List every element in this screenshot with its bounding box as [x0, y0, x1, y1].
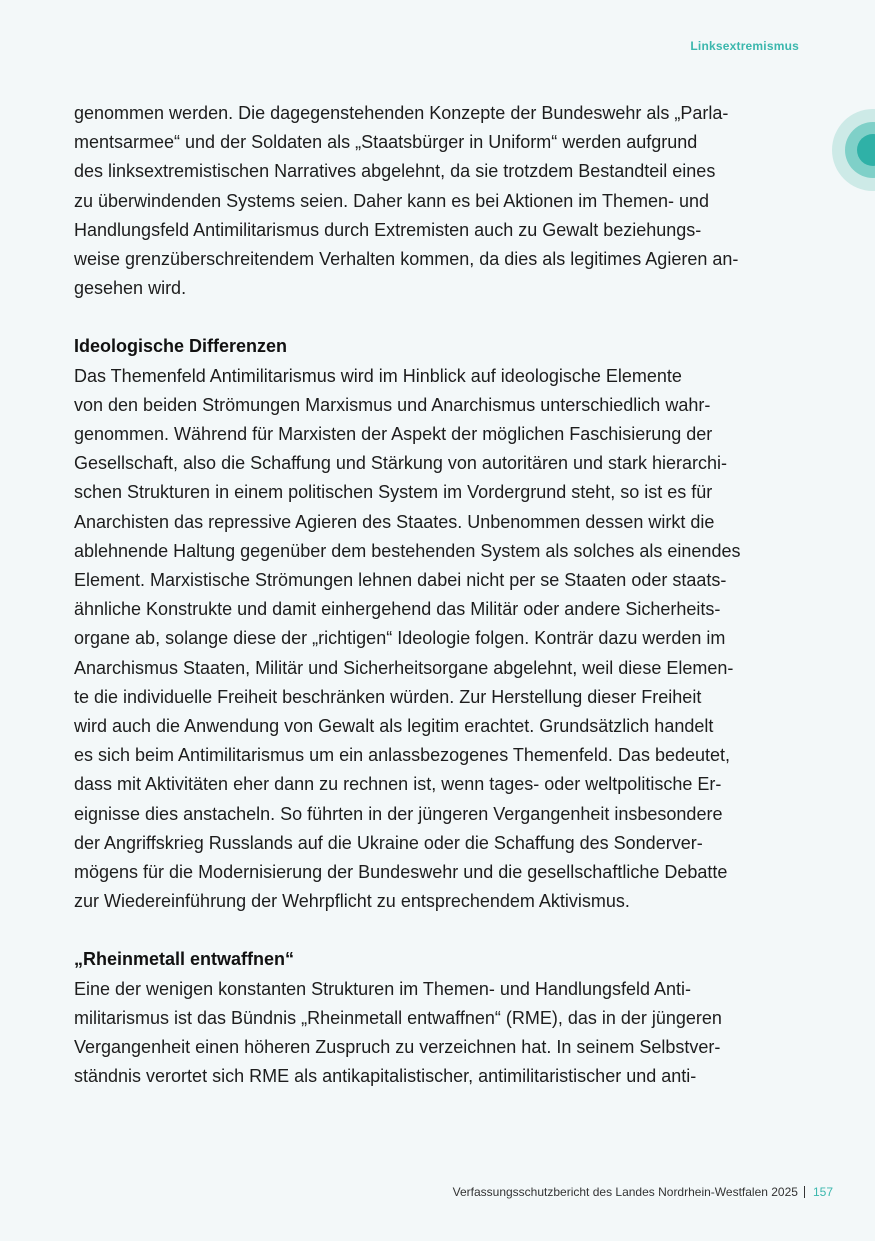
paragraph-rheinmetall-entwaffnen: Eine der wenigen konstanten Strukturen im Themen- und Handlungsfeld Anti- militarismus ist das Bündnis „Rheinmetall entwaffnen“ (RME), das in der jüngeren Vergangenheit einen höheren Zuspruch zu verzeichnen hat. In seinem Selbstver- ständnis verortet sich RME als antikapitalistischer, antimilitaristischer und anti- [74, 978, 722, 1087]
section-header: Linksextremismus [690, 39, 799, 53]
paragraph-intro: genommen werden. Die dagegenstehenden Konzepte der Bundeswehr als „Parla- mentsarmee“ und der Soldaten als „Staatsbürger in Uniform“ werden aufgrund des linksextremistischen Narratives abgelehnt, da sie trotzdem Bestandteil eines zu überwindenden Systems seien. Daher kann es bei Aktionen im Themen- und Handlungsfeld Antimilitarismus durch Extremisten auch zu Gewalt beziehungs- weise grenzüberschreitendem Verhalten kommen, da dies als legitimes Agieren an- gesehen wird. [74, 103, 739, 299]
section-tab-marker [831, 108, 875, 192]
page-footer [453, 1185, 833, 1199]
footer-divider [804, 1186, 805, 1198]
heading-ideologische-differenzen: Ideologische Differenzen [74, 336, 288, 357]
body-content [74, 99, 802, 1092]
page-number: 157 [812, 1185, 833, 1199]
heading-rheinmetall-entwaffnen: „Rheinmetall entwaffnen“ [74, 949, 295, 970]
paragraph-ideologische-differenzen: Das Themenfeld Antimilitarismus wird im Hinblick auf ideologische Elemente von den beiden Strömungen Marxismus und Anarchismus unterschiedlich wahr- genommen. Während für Marxisten der Aspekt der möglichen Faschisierung der Gesellschaft, also die Schaffung und Stärkung von autoritären und stark hierarchi- schen Strukturen in einem politischen System im Vordergrund steht, so ist es für Anarchisten das repressive Agieren des Staates. Unbenommen dessen wirkt die ablehnende Haltung gegenüber dem bestehenden System als solches als einendes Element. Marxistische Strömungen lehnen dabei nicht per se Staaten oder staats- ähnliche Konstrukte und damit einhergehend das Militär oder andere Sicherheits- organe ab, solange diese der „richtigen“ Ideologie folgen. Konträr dazu werden im Anarchismus Staaten, Militär und Sicherheitsorgane abgelehnt, weil diese Elemen- te die individuelle Freiheit beschränken würden. Zur Herstellung dieser Freiheit wird auch die Anwendung von Gewalt als legitim erachtet. Grundsätzlich handelt es sich beim Antimilitarismus um ein anlassbezogenes Themenfeld. Das bedeutet, dass mit Aktivitäten eher dann zu rechnen ist, wenn tages- oder weltpolitische Er- eignisse dies anstacheln. So führten in der jüngeren Vergangenheit insbesondere der Angriffskrieg Russlands auf die Ukraine oder die Schaffung des Sonderver- mögens für die Modernisierung der Bundeswehr und die gesellschaftliche Debatte zur Wiedereinführung der Wehrpflicht zu entsprechendem Aktivismus. [74, 365, 741, 912]
report-title: Verfassungsschutzbericht des Landes Nordrhein-Westfalen 2025 [452, 1185, 798, 1199]
